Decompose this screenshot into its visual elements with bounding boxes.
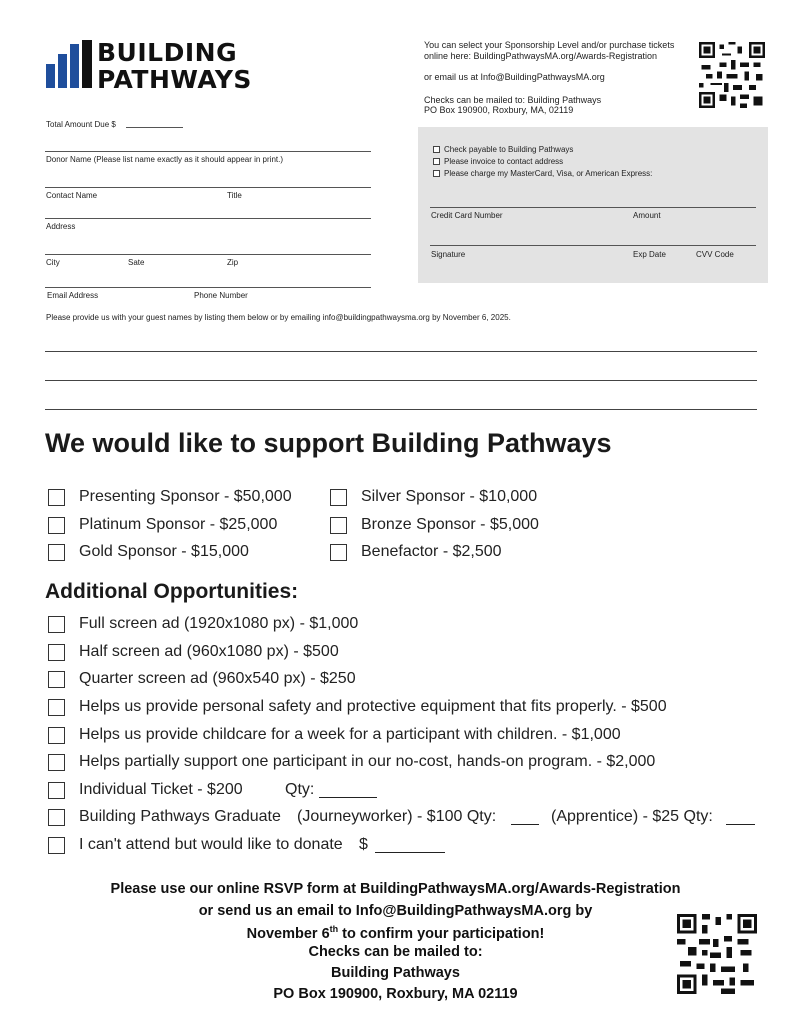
checks-mail-line2: PO Box 190900, Roxbury, MA, 02119: [424, 105, 574, 115]
checkbox[interactable]: [330, 544, 347, 561]
opportunity-option[interactable]: [48, 615, 358, 633]
charge-card-label: Please charge my MasterCard, Visa, or American Express:: [444, 169, 653, 178]
additional-heading: Additional Opportunities:: [45, 580, 299, 603]
donate-amount-field[interactable]: [375, 852, 445, 853]
checkbox[interactable]: [48, 544, 65, 561]
donate-dollar: [359, 836, 368, 854]
select-level-line1: You can select your Sponsorship Level and/or purchase tickets: [424, 40, 675, 50]
donate-option[interactable]: [48, 836, 343, 854]
checks-mail-line1: Checks can be mailed to: Building Pathways: [424, 95, 602, 105]
zip-label: Zip: [227, 258, 239, 267]
sponsor-option[interactable]: [48, 488, 292, 506]
checkbox[interactable]: [433, 170, 440, 177]
opportunity-option[interactable]: [48, 643, 339, 661]
checkbox[interactable]: [48, 727, 65, 744]
sponsor-label: Benefactor - $2,500: [361, 543, 502, 560]
logo-bars-icon: [46, 40, 92, 88]
contact-name-field[interactable]: [45, 187, 371, 188]
total-amount-label: Total Amount Due $: [46, 120, 116, 129]
card-number-label: Credit Card Number: [431, 211, 503, 220]
checkbox[interactable]: [330, 489, 347, 506]
qr-code-icon: [677, 914, 757, 994]
guest-line[interactable]: [45, 409, 757, 410]
ticket-qty-label: Qty:: [285, 781, 315, 798]
guest-note: Please provide us with your guest names by listing them below or by emailing info@buildingpathwaysma.org by November 6, 2025.: [46, 313, 511, 322]
guest-line[interactable]: [45, 351, 757, 352]
signature-label: Signature: [431, 250, 466, 259]
sponsor-label: Bronze Sponsor - $5,000: [361, 516, 539, 533]
footer-line3-sup: th: [329, 924, 339, 934]
email-info-line: or email us at Info@BuildingPathwaysMA.org: [424, 72, 605, 82]
sponsor-option[interactable]: [48, 516, 277, 534]
sponsor-option[interactable]: [330, 543, 502, 561]
ticket-qty: [285, 781, 314, 799]
title-label: Title: [227, 191, 242, 200]
total-amount-field[interactable]: [126, 127, 183, 128]
checkbox[interactable]: [48, 809, 65, 826]
phone-label: Phone Number: [194, 291, 248, 300]
exp-date-label: Exp Date: [633, 250, 666, 259]
signature-field[interactable]: [430, 245, 756, 246]
apprentice-text: [551, 808, 713, 826]
select-level-line2: online here: BuildingPathwaysMA.org/Awards-Registration: [424, 51, 657, 61]
opportunity-option[interactable]: [48, 753, 655, 771]
opportunity-label: Helps us provide childcare for a week for a participant with children. - $1,000: [79, 726, 621, 743]
sponsor-option[interactable]: [330, 488, 537, 506]
checkbox[interactable]: [330, 517, 347, 534]
graduate-label: Building Pathways Graduate: [79, 808, 281, 825]
journeyworker-text: [297, 808, 496, 826]
check-payable-option[interactable]: [433, 145, 573, 154]
checkbox[interactable]: [48, 489, 65, 506]
opportunity-label: Helps us provide personal safety and protective equipment that fits properly. - $500: [79, 698, 667, 715]
footer-line5: Building Pathways: [331, 965, 460, 981]
opportunity-option[interactable]: [48, 698, 667, 716]
opportunity-label: Quarter screen ad (960x540 px) - $250: [79, 670, 356, 687]
checkbox[interactable]: [48, 782, 65, 799]
footer-line1: Please use our online RSVP form at BuildingPathwaysMA.org/Awards-Registration: [110, 881, 681, 897]
state-label: Sate: [128, 258, 145, 267]
city-state-zip-field[interactable]: [45, 254, 371, 255]
invoice-option[interactable]: [433, 157, 563, 166]
footer-line3: [0, 924, 791, 942]
sponsor-option[interactable]: [48, 543, 249, 561]
footer-line3-rest: to confirm your participation!: [338, 925, 545, 942]
address-field[interactable]: [45, 218, 371, 219]
donor-name-label: Donor Name (Please list name exactly as it should appear in print.): [46, 155, 283, 164]
checkbox[interactable]: [433, 158, 440, 165]
guest-line[interactable]: [45, 380, 757, 381]
opportunity-label: Full screen ad (1920x1080 px) - $1,000: [79, 615, 359, 632]
footer-line4: Checks can be mailed to:: [308, 944, 483, 960]
charge-card-option[interactable]: [433, 169, 652, 178]
opportunity-label: Helps partially support one participant in our no-cost, hands-on program. - $2,000: [79, 753, 656, 770]
journeyworker-label: (Journeyworker) - $100 Qty:: [297, 808, 497, 825]
footer-line3-date: November 6: [246, 925, 330, 942]
checkbox[interactable]: [48, 644, 65, 661]
checkbox[interactable]: [48, 616, 65, 633]
checkbox[interactable]: [48, 837, 65, 854]
logo-text-line1: BUILDING: [97, 38, 238, 67]
apprentice-qty-field[interactable]: [726, 824, 755, 825]
opportunity-option[interactable]: [48, 726, 621, 744]
donor-name-field[interactable]: [45, 151, 371, 152]
footer-line2: or send us an email to Info@BuildingPathwaysMA.org by: [198, 903, 593, 919]
apprentice-label: (Apprentice) - $25 Qty:: [551, 808, 713, 825]
checkbox[interactable]: [48, 671, 65, 688]
address-label: Address: [46, 222, 76, 231]
city-label: City: [46, 258, 60, 267]
donate-label: I can't attend but would like to donate: [79, 836, 343, 853]
footer-line6: PO Box 190900, Roxbury, MA 02119: [273, 986, 518, 1002]
checkbox[interactable]: [48, 699, 65, 716]
contact-name-label: Contact Name: [46, 191, 98, 200]
checkbox[interactable]: [433, 146, 440, 153]
invoice-label: Please invoice to contact address: [444, 157, 564, 166]
check-payable-label: Check payable to Building Pathways: [444, 145, 574, 154]
sponsor-label: Presenting Sponsor - $50,000: [79, 488, 292, 505]
sponsor-label: Silver Sponsor - $10,000: [361, 488, 538, 505]
logo-text-line2: PATHWAYS: [97, 65, 252, 94]
email-phone-field[interactable]: [45, 287, 371, 288]
qr-code-icon: [699, 42, 765, 108]
ticket-qty-field[interactable]: [319, 797, 377, 798]
support-heading: We would like to support Building Pathways: [45, 428, 612, 458]
sponsor-label: Gold Sponsor - $15,000: [79, 543, 249, 560]
card-number-field[interactable]: [430, 207, 756, 208]
checkbox[interactable]: [48, 517, 65, 534]
journeyworker-qty-field[interactable]: [511, 824, 539, 825]
opportunity-label: Half screen ad (960x1080 px) - $500: [79, 643, 339, 660]
graduate-option[interactable]: [48, 808, 281, 826]
email-label: Email Address: [47, 291, 99, 300]
checkbox[interactable]: [48, 754, 65, 771]
donate-dollar-sign: $: [359, 836, 368, 853]
sponsor-label: Platinum Sponsor - $25,000: [79, 516, 278, 533]
ticket-option[interactable]: [48, 781, 243, 799]
sponsor-option[interactable]: [330, 516, 539, 534]
amount-label: Amount: [633, 211, 661, 220]
cvv-label: CVV Code: [696, 250, 734, 259]
opportunity-option[interactable]: [48, 670, 356, 688]
ticket-label: Individual Ticket - $200: [79, 781, 243, 798]
